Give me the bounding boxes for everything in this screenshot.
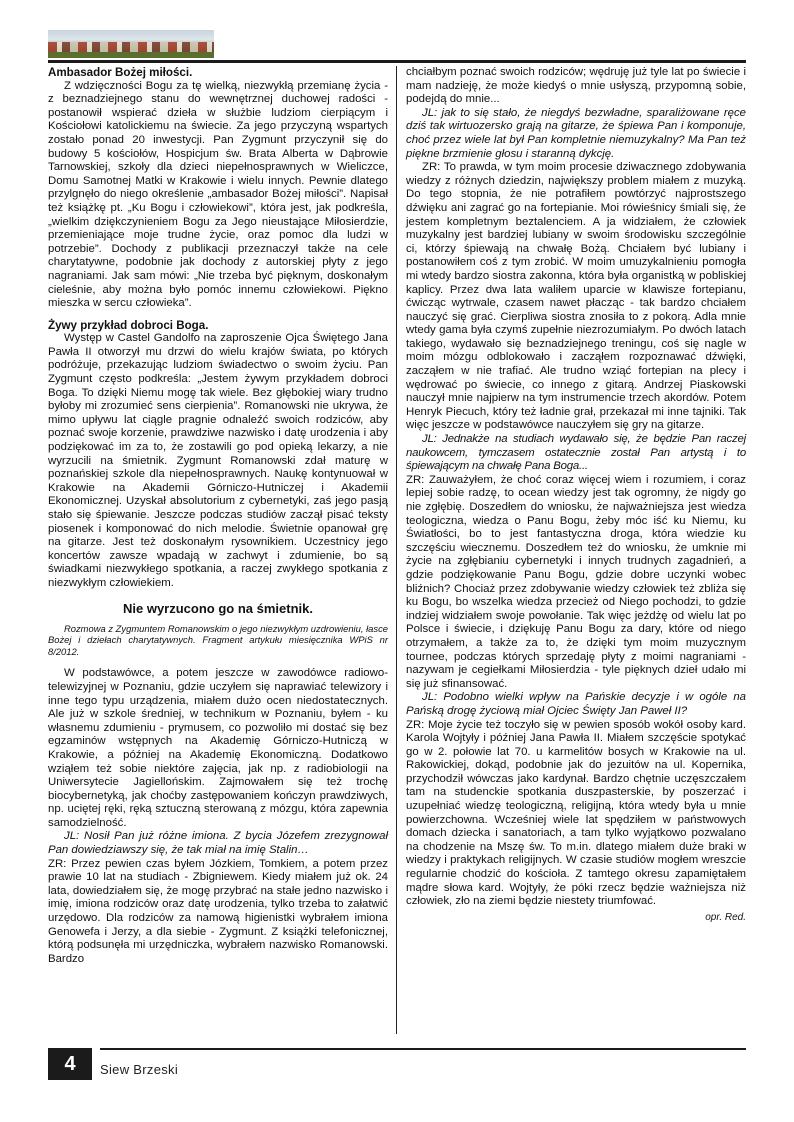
left-column [48,66,388,966]
photo-village-roofs [48,42,214,52]
section-heading-living-example: Żywy przykład dobroci Boga. [48,318,209,332]
column-divider [396,66,397,1034]
interview-answer: ZR: To prawda, w tym moim procesie dziwacznego zdobywania wiedzy z różnych dziedzin, największy problem miałem z muzyką. Do tego stopnia, że nie potrafiłem powtórzyć najprostszego dźwięku ani zagrać go na fortepianie. Moi rówieśnicy śmiali się, że jestem kompletnym beztalenciem. A ja widziałem, że człowiek muzykalny jest bardziej lubiany w swoim środowisku szczególnie ci, którzy śpiewają na chwałę Bożą. Chciałem być lubiany i postanowiłem coś z tym zrobić. W moim umuzykalnieniu pomogła mi wtedy bardzo siostra zakonna, która była organistką w pobliskiej kaplicy. Przez dwa lata waliłem uparcie w klawisze fortepianu, ćwicząc wytrwale, czasem nawet płacząc - tak bardzo chciałem nauczyć się grać. Cierpliwa siostra znosiła to z pokorą. Adla mnie wtedy gama była czymś zupełnie niezrozumiałym. Po dwóch latach takiego, wydawało się beznadziejnego treningu, coś się nagle w moim mózgu odblokowało i zacząłem rozpoznawać dźwięki, zacząłem w nie trafiać. Ale trudno wziąć fortepian na plecy i wędrować po świecie, co innego z gitarą. Andrzej Piaskowski nauczył mnie najpierw na tym instrumencie trzech akordów. Potem Henryk Piecuch, który też ładnie grał, przekazał mi inne tajniki. Tak więc jeszcze w podstawówce nauczyłem się gry na gitarze. [406,161,746,432]
interview-question: JL: Nosił Pan już różne imiona. Z bycia Józefem zrezygnował Pan dowiedziawszy się, że tak miał na imię Stalin… [48,830,388,857]
interview-answer: ZR: Zauważyłem, że choć coraz więcej wiem i rozumiem, i coraz lepiej sobie radzę, to ocean wiedzy jest tak ogromny, że nigdy go nie zgłębię. Doszedłem do wniosku, że najważniejsza jest wiedza teologiczna, wiedza o Panu Bogu, żeby móc iść ku Niemu, ku Światłości, bo to jest fantastyczna droga, która wiedzie ku szczęściu wiecznemu. Doszedłem też do wniosku, że umknie mi życie na zgłębianiu cybernetyki i innych trudnych zagadnień, a gdzie podziękowanie Panu Bogu, gdzie dobre uczynki wobec bliźnich? Chociaż przez zdobywanie wiedzy człowiek też zbliża się ku Bogu, bo wszelka wiedza przecież od Niego pochodzi, to gdzie indziej widziałem swoje powołanie. Tak więc jeżdżę od wielu lat po Polsce i świecie, i dziękuję Panu Bogu za dary, które od niego otrzymałem, a także za to, że dzięki tym moim muzycznym tournee, podczas których sprzedaję płyty z moimi nagraniami - nazywam je cegiełkami Miłosierdzia - tyle pięknych dzieł udało mi się już sfinansować. [406,473,746,690]
section-heading-ambassador: Ambasador Bożej miłości. [48,66,193,79]
interview-answer-continued: chciałbym poznać swoich rodziców; wędruję już tyle lat po świecie i mam nadzieję, że może kiedyś o mnie usłyszą, przypomną sobie, podejdą do mnie... [406,66,746,106]
article-intro: Rozmowa z Zygmuntem Romanowskim o jego niezwykłym uzdrowieniu, łasce Bożej i dziełach charytatywnych. Fragment artykułu miesięcznika WPiS nr 8/2012. [48,622,388,657]
article-title: Nie wyrzucono go na śmietnik. [123,600,313,616]
section-paragraph: Występ w Castel Gandolfo na zaproszenie Ojca Świętego Jana Pawła II otworzył mu drzwi do wielu krajów świata, po których podróżuje, przekazując ludziom świadectwo o swoim życiu. Pan Zygmunt często podkreśla: „Jestem żywym przykładem dobroci Boga. To dzięki Niemu mogę tak wiele. Bez głębokiej wiary trudno byłoby mi zrozumieć sens cierpienia”. Romanowski nie ukrywa, że mimo upływu lat ciągle pragnie odnaleźć swoich rodziców, aby poznać swoje korzenie, prawdziwe nazwisko i datę urodzenia i aby podziękować im za to, że zostawili go pod opieką lekarzy, a nie wyrzucili na śmietnik. Zygmunt Romanowski zdał maturę w poznańskiej szkole dla niepełnosprawnych. Naukę kontynuował w Krakowie na Akademii Górniczo-Hutniczej i Akademii Ekonomicznej. Uzyskał absolutorium z cybernetyki, zaś jego pasją stało się śpiewanie. Jeszcze podczas studiów zaczął pisać teksty piosenek i komponować do nich melodie. Świetnie opanował grę na gitarze. Jest też doskonałym rysownikiem. Uczestnicy jego koncertów zawsze wpadają w zachwyt i zdumienie, bo są świadkami niezwykłego spotkania, a raczej zwykłego spotkania z niezwykłym człowiekiem. [48,332,388,589]
header-landscape-photo [48,30,214,58]
photo-field [48,52,214,58]
right-column [406,66,746,924]
publication-name: Siew Brzeski [100,1062,179,1077]
interview-paragraph: W podstawówce, a potem jeszcze w zawodówce radiowo-telewizyjnej w Poznaniu, gdzie uczyłem się naprawiać telewizory i inne tego typu urządzenia, miałem dużo ocen niedostatecznych. Ale już w szkole średniej, w technikum w Poznaniu, byłem - ku własnemu zdumieniu - prymusem, co pozwoliło mi dostać się bez egzaminów wstępnych na Akademię Górniczo-Hutniczą w Krakowie, a później na Akademię Ekonomiczną. Dodatkowo wziąłem też sobie niektóre zajęcia, jak np. z radiobiologii na Uniwersytecie Jagiellońskim. Zajmowałem się też trochę biocybernetyką, jak choćby zastępowaniem kończyn prawdziwych, np. uciętej ręki, ręką sztuczną sterowaną z mózgu, która zapewnia samodzielność. [48,667,388,829]
section-paragraph: Z wdzięczności Bogu za tę wielką, niezwykłą przemianę życia - z beznadziejnego stanu do wewnętrznej duchowej radości - postanowił wspierać dzieła w służbie ludziom cierpiącym i Kościołowi katolickiemu na świecie. Za jego przyczyną wspartych zostało ponad 20 inwestycji. Pan Zygmunt przyczynił się do budowy 5 kościołów, Hospicjum św. Brata Alberta w Dąbrowie Tarnowskiej, szkoły dla dzieci niepełnosprawnych w Wieliczce, Domu Samotnej Matki w Krakowie i wielu innych. Pewnie dlatego przylgnęło do niego określenie „ambasador Bożej miłości”. Napisał też książkę pt. „Ku Bogu i człowiekowi”, która jest, jak podkreśla, „wielkim dziękczynieniem Bogu za Jego nieustające Miłosierdzie, przemieniające moje trudne życie, oraz pomoc dla ludzi w potrzebie”. Dochody z publikacji przeznaczył także na cele charytatywne, podobnie jak dochody z autorskiej płyty z jego nagraniami. Jak sam mówi: „Nie trzeba być pięknym, doskonałym cieleśnie, aby można było pomóc innemu człowiekowi. Piękno mieszka w sercu człowieka”. [48,79,388,310]
interview-answer: ZR: Przez pewien czas byłem Józkiem, Tomkiem, a potem przez prawie 10 lat na studiach - Zbigniewem. Kiedy miałem już ok. 24 lata, dowiedziałem się, że mogę przybrać na stałe jedno nazwisko i imię, imiona rodziców oraz datę urodzenia, tylko trzeba to załatwić urzędowo. Dla rodziców za namową higienistki wybrałem imiona Genowefa i Jerzy, a dla siebie - Zygmunt. Z książki telefonicznej, którą podsunęła mi urzędniczka, wybrałem nazwisko Romanowski. Bardzo [48,857,388,965]
editor-signature: opr. Red. [705,911,746,923]
page-number: 4 [48,1048,92,1080]
footer-rule [100,1048,746,1050]
interview-question: JL: jak to się stało, że niegdyś bezwładne, sparaliżowane ręce dziś tak wirtuozersko grają na gitarze, że śpiewa Pan i komponuje, choć przez wiele lat był Pan kompletnie niemuzykalny? Ma Pan też piękne brzmienie głosu i staranną dykcję. [406,106,746,160]
interview-question: JL: Jednakże na studiach wydawało się, że będzie Pan raczej naukowcem, tymczasem ostatecznie został Pan artystą i to śpiewającym na chwałę Pana Boga... [406,433,746,473]
interview-question: JL: Podobno wielki wpływ na Pańskie decyzje i w ogóle na Pańską drogę życiową miał Ojciec Święty Jan Paweł II? [406,691,746,717]
interview-answer: ZR: Moje życie też toczyło się w pewien sposób wokół osoby kard. Karola Wojtyły i później Jana Pawła II. Miałem szczęście spotykać go w 2. połowie lat 70. u karmelitów bosych w Krakowie na ul. Rakowickiej, dokąd, podobnie jak do jezuitów na ul. Kopernika, przychodził wówczas jako kardynał. Bardzo chętnie uczęszczałem tam na studenckie spotkania duszpasterskie, by poszerzać i uzupełniać wiedzę teologiczną, religijną, która wtedy była u mnie powierzchowna. Wcześniej wiele lat spędziłem w państwowych domach dziecka i sanatoriach, a tam tylko wyjątkowo pozwalano na chodzenie na Mszę św. To m.in. dlatego miałem duże braki w wiedzy i praktykach religijnych. W czasie studiów mogłem wreszcie regularnie chodzić do kościoła. Z tamtego okresu zapamiętałem mądre słowa kard. Wojtyły, że póki rzecz będzie ważniejsza niż człowiek, zło na ziemi będzie niestety triumfować. [406,718,746,908]
header-rule [48,60,746,63]
